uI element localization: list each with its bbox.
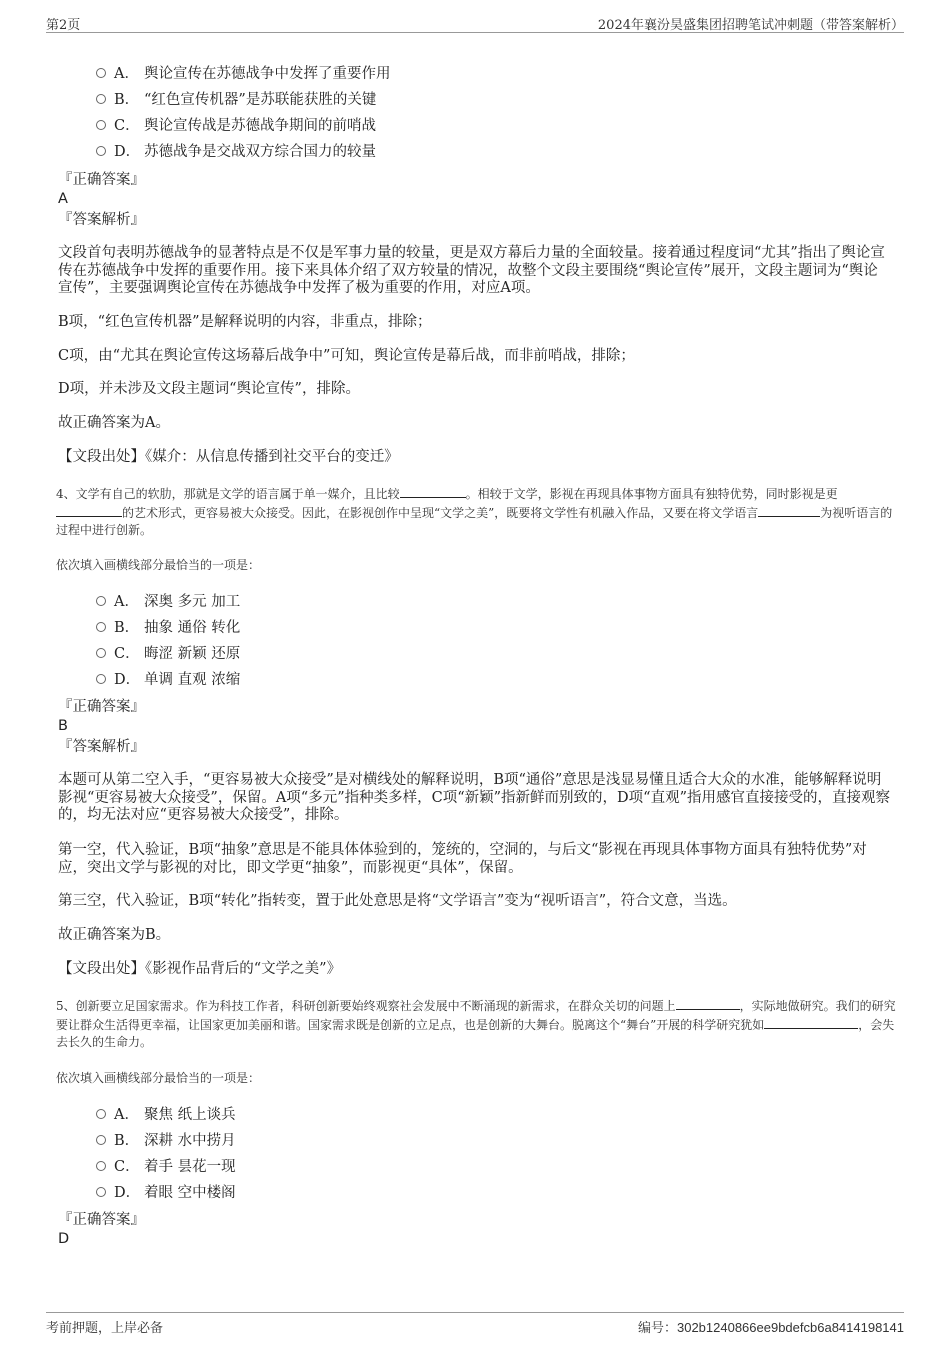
radio-icon[interactable] [96, 1135, 106, 1145]
radio-icon[interactable] [96, 68, 106, 78]
q3-analysis-label: 『答案解析』 [58, 212, 145, 228]
q3-analysis-paragraph: B项，“红色宣传机器”是解释说明的内容，非重点，排除； [58, 314, 432, 330]
q3-analysis-paragraph: 故正确答案为A。 [58, 415, 170, 431]
document-title: 2024年襄汾昊盛集团招聘笔试冲刺题（带答案解析） [597, 18, 904, 33]
q4-analysis-label: 『答案解析』 [58, 739, 145, 755]
radio-icon[interactable] [96, 94, 106, 104]
q3-analysis-paragraph: C项，由“尤其在舆论宣传这场幕后战争中”可知，舆论宣传是幕后战，而非前哨战，排除； [58, 348, 635, 364]
answer-blank [764, 1016, 858, 1029]
q4-analysis-paragraph: 本题可从第二空入手，“更容易被大众接受”是对横线处的解释说明，B项“通俗”意思是浅显易懂且适合大众的水准，能够解释说明影视“更容易被大众接受”，保留。A项“多元”指种类多样，C项“新颖”指新鲜而别致的，D项“直观”指用感官直接接受的，直接观察的，均无法对应“更容易被大众接受”，排除。 [58, 772, 890, 823]
q3-answer-label: 『正确答案』 [58, 172, 145, 188]
radio-icon[interactable] [96, 1161, 106, 1171]
radio-icon[interactable] [96, 622, 106, 632]
q3-answer: A [58, 191, 68, 207]
q5-stem: 5、创新要立足国家需求。作为科技工作者，科研创新要始终观察社会发展中不断涌现的新需求，在群众关切的问题上 ，实际地做研究。我们的研究要让群众生活得更幸福，让国家更加美丽和谐。国家需求既是创新的立足点，也是创新的大舞台。脱离这个“舞台”开展的科学研究犹如 ，会失去长久的生命力。 [56, 999, 896, 1049]
q5-prompt: 依次填入画横线部分最恰当的一项是： [56, 1071, 261, 1085]
radio-icon[interactable] [96, 674, 106, 684]
q4-option-b[interactable]: B． 抽象 通俗 转化 [96, 617, 240, 639]
q4-analysis-paragraph: 第一空，代入验证，B项“抽象”意思是不能具体体验到的，笼统的，空洞的，与后文“影视在再现具体事物方面具有独特优势”对应，突出文学与影视的对比，即文学更“抽象”，而影视更“具体”，保留。 [58, 842, 867, 876]
q4-option-d[interactable]: D． 单调 直观 浓缩 [96, 669, 240, 691]
answer-blank [676, 997, 740, 1010]
answer-blank [758, 504, 820, 517]
q3-source: 【文段出处】《媒介：从信息传播到社交平台的变迁》 [58, 449, 399, 465]
q3-option-b[interactable]: B． “红色宣传机器”是苏联能获胜的关键 [96, 89, 376, 111]
q4-option-c[interactable]: C． 晦涩 新颖 还原 [96, 643, 240, 665]
q4-prompt: 依次填入画横线部分最恰当的一项是： [56, 558, 261, 572]
document-code: 编号：302b1240866ee9bdefcb6a8414198141 [637, 1320, 904, 1336]
q5-option-b[interactable]: B． 深耕 水中捞月 [96, 1130, 236, 1152]
q4-option-a[interactable]: A． 深奥 多元 加工 [96, 591, 240, 613]
q4-analysis-paragraph: 故正确答案为B。 [58, 927, 171, 943]
page-number: 第2页 [46, 18, 81, 33]
q4-stem: 4、文学有自己的软肋，那就是文学的语言属于单一媒介，且比较 。相较于文学，影视在再现具体事物方面具有独特优势，同时影视是更的艺术形式，更容易被大众接受。因此，在影视创作中呈现“文学之美”，既要将文学性有机融入作品，又要在将文学语言 为视听语言的过程中进行创新。 [56, 487, 893, 537]
page-footer [46, 1312, 904, 1337]
q5-answer-label: 『正确答案』 [58, 1212, 145, 1228]
answer-blank [56, 504, 122, 517]
q5-answer: D [58, 1231, 70, 1247]
q4-source: 【文段出处】《影视作品背后的“文学之美”》 [58, 961, 342, 977]
answer-blank [400, 485, 466, 498]
q4-answer: B [58, 718, 68, 734]
radio-icon[interactable] [96, 596, 106, 606]
radio-icon[interactable] [96, 1109, 106, 1119]
q4-analysis-paragraph: 第三空，代入验证，B项“转化”指转变，置于此处意思是将“文学语言”变为“视听语言”，符合文意，当选。 [58, 893, 737, 909]
radio-icon[interactable] [96, 1187, 106, 1197]
radio-icon[interactable] [96, 120, 106, 130]
q5-option-a[interactable]: A． 聚焦 纸上谈兵 [96, 1104, 236, 1126]
q5-option-d[interactable]: D． 着眼 空中楼阁 [96, 1182, 236, 1204]
radio-icon[interactable] [96, 146, 106, 156]
q3-analysis-paragraph: 文段首句表明苏德战争的显著特点是不仅是军事力量的较量，更是双方幕后力量的全面较量。接着通过程度词“尤其”指出了舆论宣传在苏德战争中发挥的重要作用。接下来具体介绍了双方较量的情况，故整个文段主要围绕“舆论宣传”展开，文段主题词为“舆论宣传”，主要强调舆论宣传在苏德战争中发挥了极为重要的作用，对应A项。 [58, 245, 885, 296]
q3-analysis-paragraph: D项，并未涉及文段主题词“舆论宣传”，排除。 [58, 381, 360, 397]
q5-option-c[interactable]: C． 着手 昙花一现 [96, 1156, 236, 1178]
q3-option-c[interactable]: C． 舆论宣传战是苏德战争期间的前哨战 [96, 115, 376, 137]
footer-slogan: 考前押题，上岸必备 [46, 1321, 164, 1336]
q3-option-a[interactable]: A． 舆论宣传在苏德战争中发挥了重要作用 [96, 63, 391, 85]
radio-icon[interactable] [96, 648, 106, 658]
q4-answer-label: 『正确答案』 [58, 699, 145, 715]
page-header [46, 12, 904, 33]
q3-option-d[interactable]: D． 苏德战争是交战双方综合国力的较量 [96, 141, 376, 163]
